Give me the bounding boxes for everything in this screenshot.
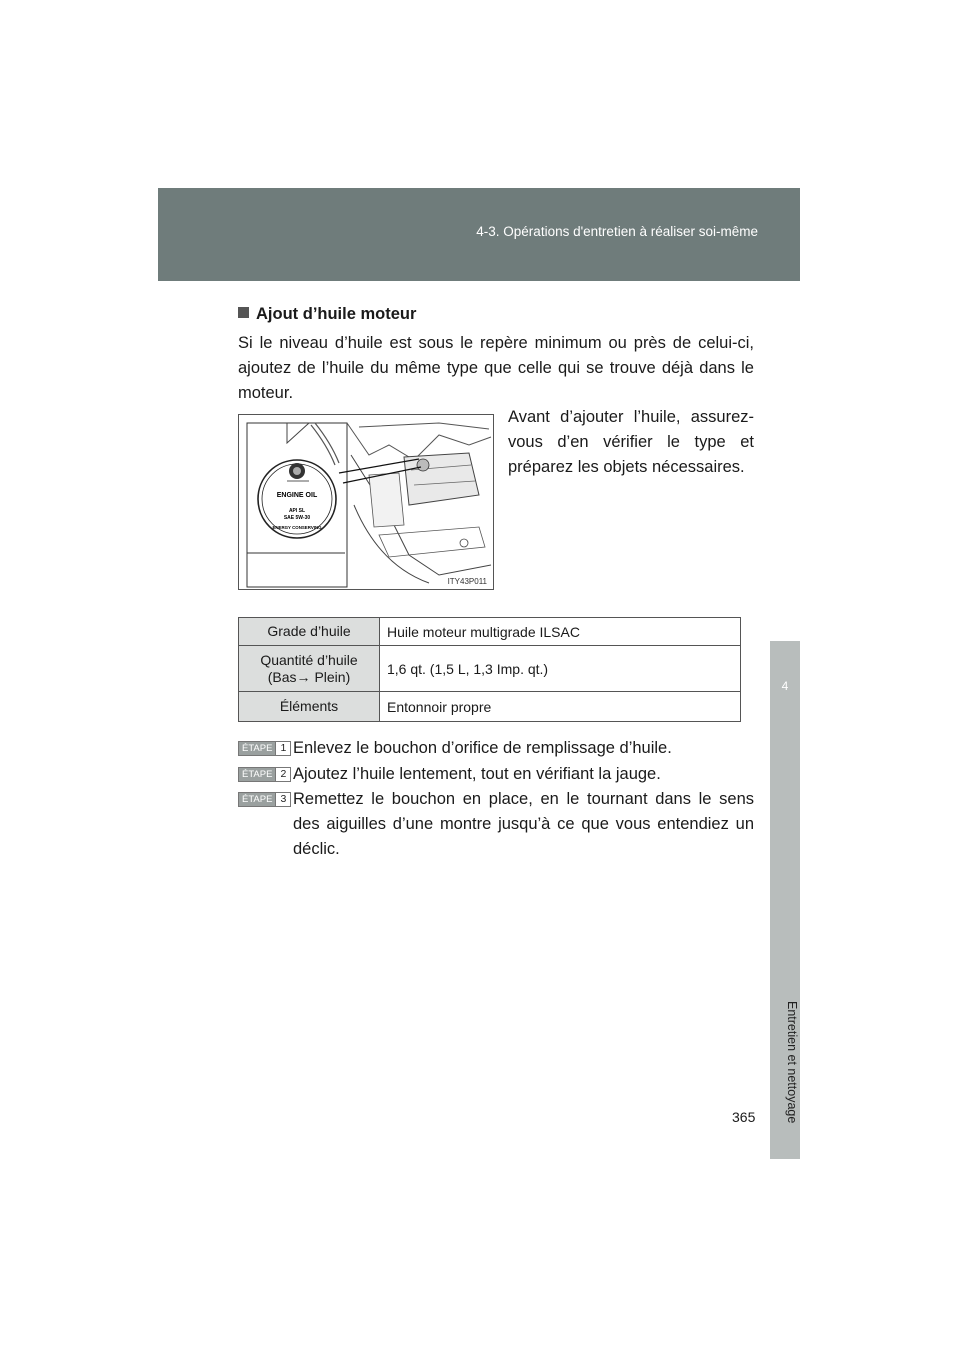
table-row [239, 618, 741, 646]
chapter-header [158, 188, 800, 281]
step-text: Ajoutez l’huile lentement, tout en vérifiant la jauge. [293, 765, 661, 783]
step-item [238, 762, 754, 787]
step-badge [238, 792, 291, 807]
table-key [239, 646, 380, 692]
chapter-side-tab [770, 281, 800, 1358]
cap-text-sae: SAE 5W-30 [283, 515, 311, 521]
cap-text-energy: ENERGY CONSERVING [272, 525, 322, 530]
chapter-title: 4-3. Opérations d'entretien à réaliser soi-même [476, 224, 758, 239]
page-number: 365 [732, 1109, 756, 1125]
cap-text-engine-oil: ENGINE OIL [276, 492, 318, 499]
step-badge [238, 741, 291, 756]
table-key: Éléments [239, 692, 380, 722]
step-item [238, 736, 754, 761]
step-badge [238, 767, 291, 782]
table-key: Grade d’huile [239, 618, 380, 646]
square-bullet-icon [238, 307, 249, 318]
step-badge-label: ÉTAPE [239, 742, 275, 755]
step-badge-label: ÉTAPE [239, 793, 275, 806]
table-value: Entonnoir propre [380, 692, 741, 722]
figure-note: Avant d’ajouter l’huile, assurez-vous d’en vérifier le type et préparez les objets nécessaires. [508, 408, 754, 476]
step-badge-number: 3 [275, 793, 290, 806]
table-row [239, 692, 741, 722]
table-value: Huile moteur multigrade ILSAC [380, 618, 741, 646]
table-row [239, 646, 741, 692]
table-key-line1: Quantité d’huile [260, 651, 358, 668]
table-value: 1,6 qt. (1,5 L, 1,3 Imp. qt.) [380, 646, 741, 692]
engine-oil-cap-figure [238, 414, 494, 590]
step-badge-label: ÉTAPE [239, 768, 275, 781]
chapter-number: 4 [781, 679, 789, 693]
figure-caption: ITY43P011 [447, 577, 487, 586]
step-text: Remettez le bouchon en place, en le tournant dans le sens des aiguilles d’une montre jusqu’à ce que vous entendiez un déclic. [293, 790, 754, 858]
cap-text-api: API SL [288, 508, 306, 514]
table-key-line2: (Bas→ Plein) [267, 668, 351, 685]
chapter-label: Entretien et nettoyage [785, 1001, 799, 1124]
section-title-text: Ajout d’huile moteur [256, 305, 417, 323]
step-badge-number: 1 [275, 742, 290, 755]
oil-cap-labels [239, 415, 493, 589]
step-item [238, 787, 754, 862]
intro-paragraph: Si le niveau d’huile est sous le repère minimum ou près de celui-ci, ajoutez de l’huile du même type que celle qui se trouve déjà dans le moteur. [238, 334, 754, 402]
step-badge-number: 2 [275, 768, 290, 781]
step-text: Enlevez le bouchon d’orifice de remplissage d’huile. [293, 739, 672, 757]
section-title [238, 305, 416, 324]
oil-specs-table [238, 617, 741, 722]
